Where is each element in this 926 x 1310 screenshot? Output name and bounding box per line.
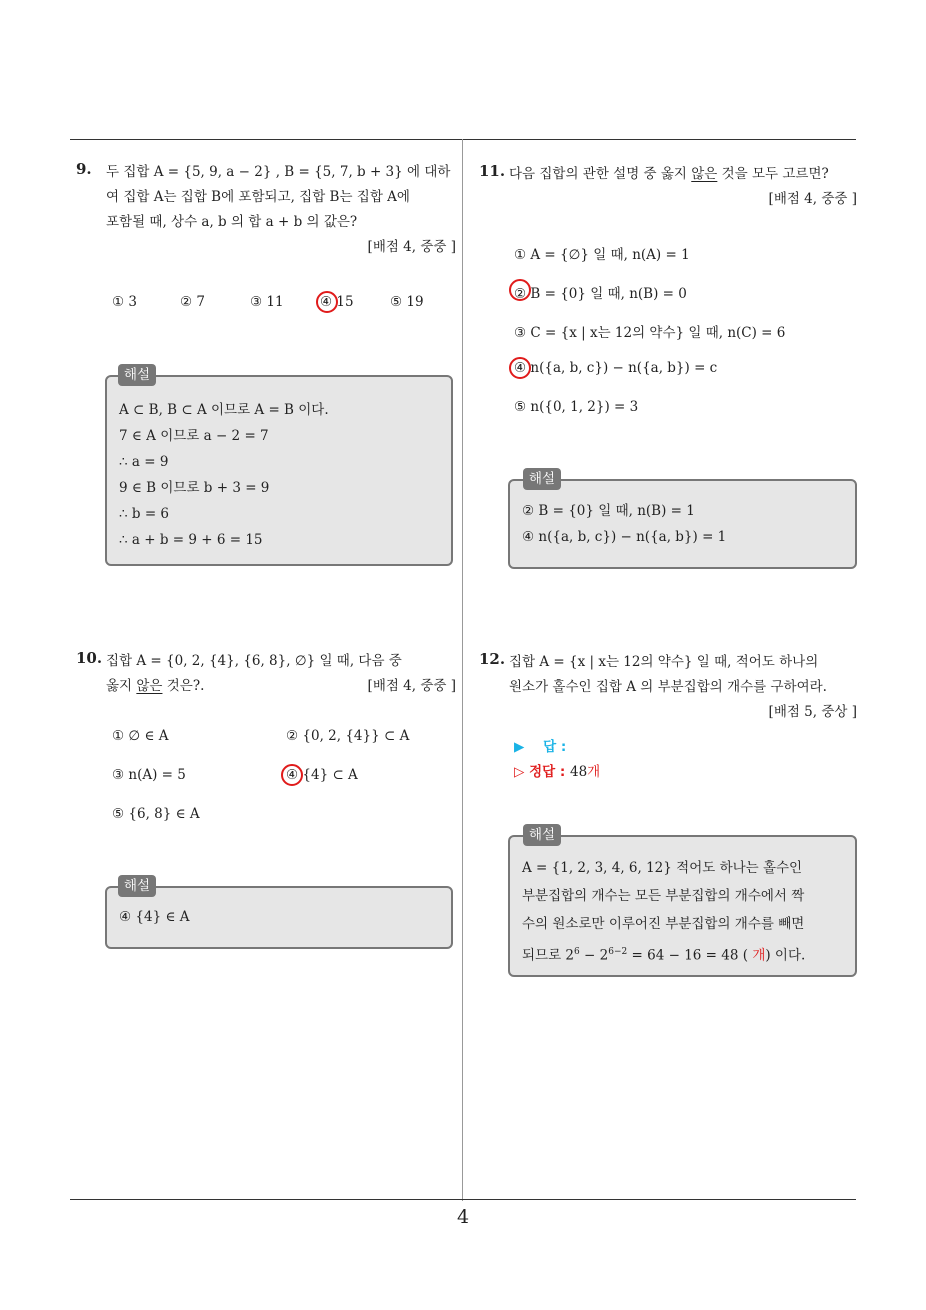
solution-body [522,498,845,550]
solution-body [119,397,441,553]
question-line [509,162,857,187]
choice-1[interactable]: ① 3 [112,294,137,310]
solution-label: 해설 [118,875,156,897]
solution-box [508,835,857,977]
question-line: 여 집합 A는 집합 B에 포함되고, 집합 B는 집합 A에 [106,189,410,205]
exponent: 6 [574,947,580,957]
choice-4[interactable]: ④ 15 [320,294,354,310]
question-number: 9. [76,160,92,178]
question-line-start: 다음 집합의 관한 설명 중 옳지 [509,166,692,182]
play-arrow-icon: ▶ [514,739,525,755]
question-line-end: 것은?. [162,678,205,694]
solution-text: − 2 [579,947,609,964]
question-text [509,650,857,725]
solution-label: 해설 [523,468,561,490]
top-rule [70,139,856,140]
question-text [106,649,456,699]
solution-line: A = {1, 2, 3, 4, 6, 12} 적어도 하나는 홀수인 [522,860,803,876]
question-line: 집합 A = {x | x는 12의 약수} 일 때, 적어도 하나의 [509,654,819,670]
correct-answer-row [514,760,600,780]
solution-line: 수의 원소로만 이루어진 부분집합의 개수를 빼면 [522,916,805,932]
solution-line: ④ n({a, b, c}) − n({a, b}) = 1 [522,529,727,545]
question-line: 집합 A = {0, 2, {4}, {6, 8}, ∅} 일 때, 다음 중 [106,653,402,669]
solution-box [508,479,857,569]
solution-line [522,938,845,970]
page-number: 4 [456,1206,470,1228]
choice-3[interactable]: ③ n(A) = 5 [112,767,186,783]
correct-answer-unit: 개 [587,764,601,780]
choice-2[interactable]: ② {0, 2, {4}} ⊂ A [286,728,410,744]
exponent: 6−2 [608,947,628,957]
choice-2[interactable]: ② B = {0} 일 때, n(B) = 0 [514,286,687,302]
question-meta: [배점 4, 중중 ] [367,239,456,255]
question-line: 포함될 때, 상수 a, b 의 합 a + b 의 값은? [106,214,358,230]
question-text [509,162,857,212]
question-line: 두 집합 A = {5, 9, a − 2} , B = {5, 7, b + 3} 에 대하 [106,164,451,180]
solution-line: 7 ∈ A 이므로 a − 2 = 7 [119,428,269,444]
correct-answer-label: 정답 : [529,764,566,780]
choice-2[interactable]: ② 7 [180,294,205,310]
solution-label: 해설 [523,824,561,846]
solution-text: ) 이다. [765,947,806,964]
question-meta: [배점 5, 중상 ] [768,704,857,720]
solution-line: ∴ a = 9 [119,454,169,470]
choice-1[interactable]: ① ∅ ∈ A [112,728,169,744]
question-line: 원소가 홀수인 집합 A 의 부분집합의 개수를 구하여라. [509,679,827,695]
answer-row [514,735,566,755]
outline-arrow-icon: ▷ [514,764,525,780]
choice-3[interactable]: ③ C = {x | x는 12의 약수} 일 때, n(C) = 6 [514,325,786,341]
answer-circle-mark [509,279,531,301]
column-divider [462,139,463,1201]
solution-label: 해설 [118,364,156,386]
answer-circle-mark [509,357,531,379]
answer-label: 답 : [543,739,567,755]
question-text [106,160,456,260]
solution-box [105,886,453,949]
solution-line: A ⊂ B, B ⊂ A 이므로 A = B 이다. [119,402,329,418]
question-meta: [배점 4, 중중 ] [367,678,456,694]
choice-4[interactable]: ④ {4} ⊂ A [286,767,358,783]
question-number: 10. [76,649,103,667]
choice-5[interactable]: ⑤ n({0, 1, 2}) = 3 [514,399,639,415]
emphasis-underline: 않은 [691,166,718,182]
question-number: 12. [479,650,506,668]
choice-5[interactable]: ⑤ {6, 8} ∈ A [112,806,200,822]
answer-circle-mark [316,291,338,313]
question-number: 11. [479,162,506,180]
solution-line: ④ {4} ∈ A [119,909,190,925]
solution-line: ∴ b = 6 [119,506,170,522]
choice-4[interactable]: ④ n({a, b, c}) − n({a, b}) = c [514,360,718,376]
answer-circle-mark [281,764,303,786]
solution-line: ② B = {0} 일 때, n(B) = 1 [522,503,695,519]
question-meta: [배점 4, 중중 ] [768,191,857,207]
question-line-start: 옳지 [106,678,137,694]
solution-body [119,904,441,930]
choice-5[interactable]: ⑤ 19 [390,294,424,310]
solution-text: = 64 − 16 = 48 ( [627,947,753,964]
solution-line: 부분집합의 개수는 모든 부분집합의 개수에서 짝 [522,888,805,904]
solution-unit: 개 [752,947,766,964]
solution-line: ∴ a + b = 9 + 6 = 15 [119,532,263,548]
solution-text: 되므로 2 [522,947,575,964]
correct-answer-value: 48 [569,764,588,780]
question-line-end: 것을 모두 고르면? [717,166,829,182]
bottom-rule [70,1199,856,1200]
emphasis-underline: 않은 [136,678,163,694]
solution-body [522,854,845,970]
question-line [106,674,456,699]
solution-box [105,375,453,566]
choice-3[interactable]: ③ 11 [250,294,284,310]
choice-1[interactable]: ① A = {∅} 일 때, n(A) = 1 [514,247,690,263]
solution-line: 9 ∈ B 이므로 b + 3 = 9 [119,480,270,496]
